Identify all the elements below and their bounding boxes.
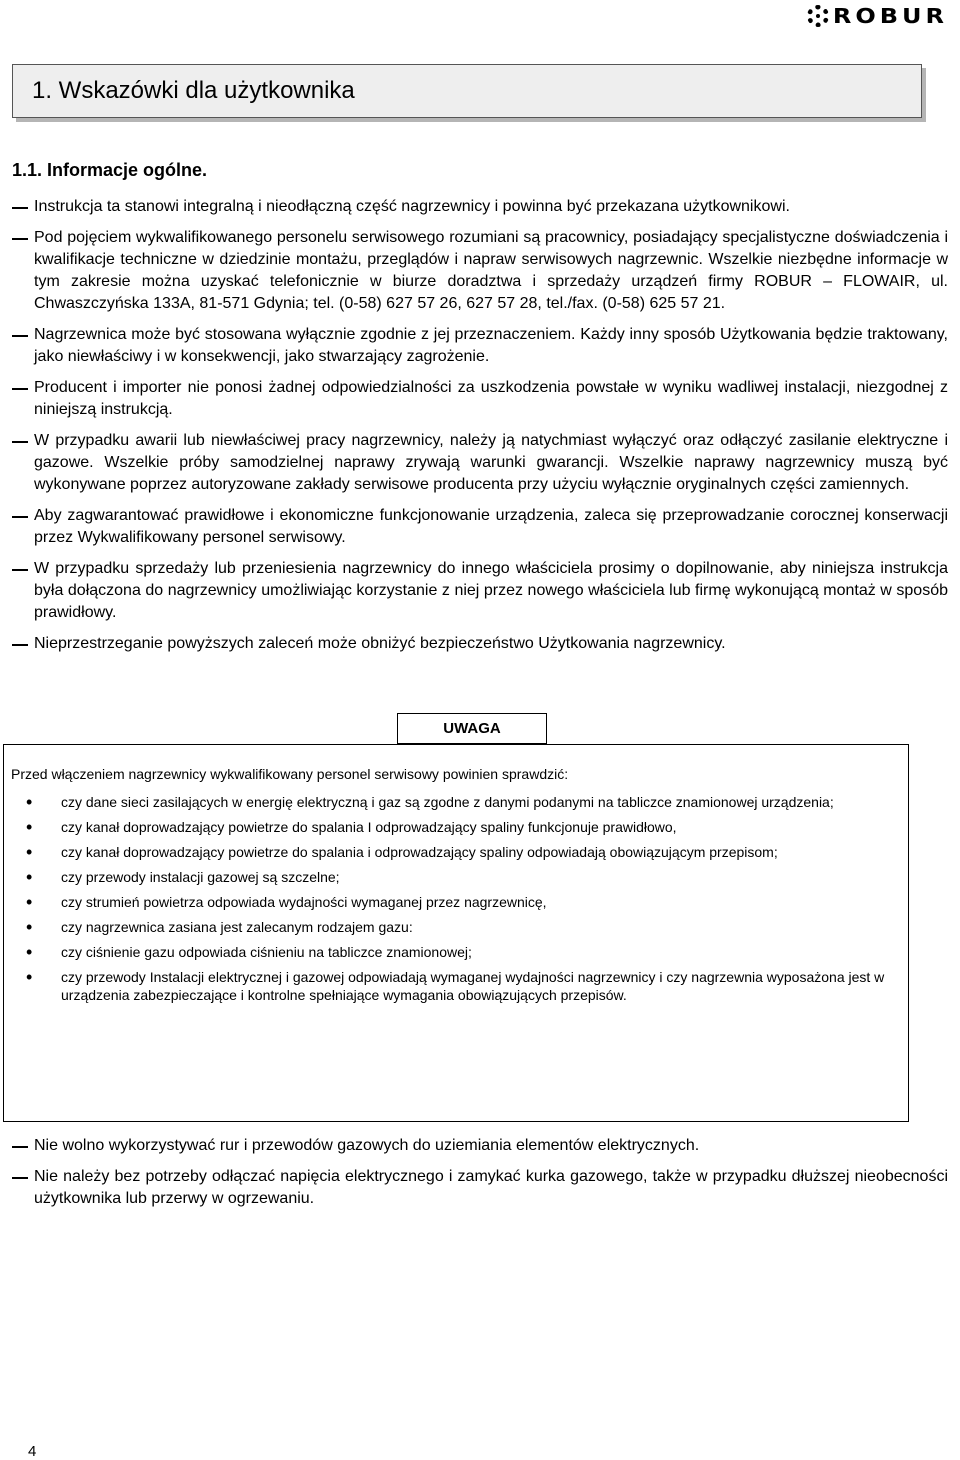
check-item: • czy przewody Instalacji elektrycznej i gazowej odpowiadają wymaganej wydajności nagrzewnicy i czy nagrzewnia wyposażona jest w urządzenia zabezpieczające i kontrolne spełniające wymagania obowiązujących przepisów. <box>4 968 900 1004</box>
robur-logo <box>807 4 948 28</box>
gear-icon <box>807 5 829 27</box>
logo-text: ROBUR <box>832 4 948 28</box>
list-item: Nieprzestrzeganie powyższych zaleceń może obniżyć bezpieczeństwo Użytkowania nagrzewnicy. <box>12 633 948 655</box>
check-item: • czy ciśnienie gazu odpowiada ciśnieniu na tabliczce znamionowej; <box>4 943 900 961</box>
additional-guidelines-list <box>12 1135 948 1210</box>
check-item: • czy przewody instalacji gazowej są szczelne; <box>4 868 900 886</box>
list-item: W przypadku sprzedaży lub przeniesienia nagrzewnicy do innego właściciela prosimy o dopilnowanie, aby niniejsza instrukcja była dołączona do nagrzewnicy umożliwiając korzystanie z niej przez nowego właściciela lub firmę wykonującą montaż w sposób prawidłowy. <box>12 558 948 624</box>
check-item: • czy nagrzewnica zasiana jest zalecanym rodzajem gazu: <box>4 918 900 936</box>
list-item: Pod pojęciem wykwalifikowanego personelu serwisowego rozumiani są pracownicy, posiadający specjalistyczne doświadczenia i kwalifikacje techniczne w dziedzinie montażu, przeglądów i napraw serwisowych nagrzewnic. Wszelkie niezbędne informacje w tym zakresie można uzyskać telefonicznie w biurze doradztwa i sprzedaży urządzeń firmy ROBUR – FLOWAIR, ul. Chwaszczyńska 133A, 81-571 Gdynia; tel. (0-58) 627 57 26, 627 57 28, tel./fax. (0-58) 625 57 21. <box>12 227 948 315</box>
list-item: Nie wolno wykorzystywać rur i przewodów gazowych do uziemiania elementów elektrycznych. <box>12 1135 948 1157</box>
page-number: 4 <box>28 1443 37 1460</box>
section-title-box <box>12 64 922 118</box>
list-item: Nagrzewnica może być stosowana wyłącznie zgodnie z jej przeznaczeniem. Każdy inny sposób Użytkowania będzie traktowany, jako niewłaściwy i w konsekwencji, jako stwarzający zagrożenie. <box>12 324 948 368</box>
check-item: • czy dane sieci zasilających w energię elektryczną i gaz są zgodne z danymi podanymi na tabliczce znamionowej urządzenia; <box>4 793 900 811</box>
list-item: Instrukcja ta stanowi integralną i nieodłączną część nagrzewnicy i powinna być przekazana użytkownikowi. <box>12 196 948 218</box>
list-item: W przypadku awarii lub niewłaściwej pracy nagrzewnicy, należy ją natychmiast wyłączyć oraz odłączyć zasilanie elektryczne i gazowe. Wszelkie próby samodzielnej naprawy zrywają warunki gwarancji. Wszelkie naprawy nagrzewnicy muszą być wykonywane poprzez autoryzowane zakłady serwisowe producenta przy użyciu wyłącznie oryginalnych części zamiennych. <box>12 430 948 496</box>
warning-header: UWAGA <box>397 713 547 744</box>
list-item: Aby zagwarantować prawidłowe i ekonomiczne funkcjonowanie urządzenia, zaleca się przeprowadzanie corocznej konserwacji przez Wykwalifikowany personel serwisowy. <box>12 505 948 549</box>
user-guidelines-list <box>12 196 948 655</box>
warning-intro: Przed włączeniem nagrzewnicy wykwalifikowany personel serwisowy powinien sprawdzić: <box>11 766 569 782</box>
section-title: 1. Wskazówki dla użytkownika <box>32 77 355 104</box>
warning-box <box>3 744 909 1122</box>
list-item: Producent i importer nie ponosi żadnej odpowiedzialności za uszkodzenia powstałe w wyniku wadliwej instalacji, niezgodnej z niniejszą instrukcją. <box>12 377 948 421</box>
check-item: • czy kanał doprowadzający powietrze do spalania i odprowadzający spaliny odpowiadają obowiązującym przepisom; <box>4 843 900 861</box>
check-list <box>4 793 900 1011</box>
check-item: • czy kanał doprowadzający powietrze do spalania I odprowadzający spaliny funkcjonuje prawidłowo, <box>4 818 900 836</box>
subsection-title: 1.1. Informacje ogólne. <box>12 160 208 180</box>
list-item: Nie należy bez potrzeby odłączać napięcia elektrycznego i zamykać kurka gazowego, także w przypadku dłuższej nieobecności użytkownika lub przerwy w ogrzewaniu. <box>12 1166 948 1210</box>
check-item: • czy strumień powietrza odpowiada wydajności wymaganej przez nagrzewnicę, <box>4 893 900 911</box>
